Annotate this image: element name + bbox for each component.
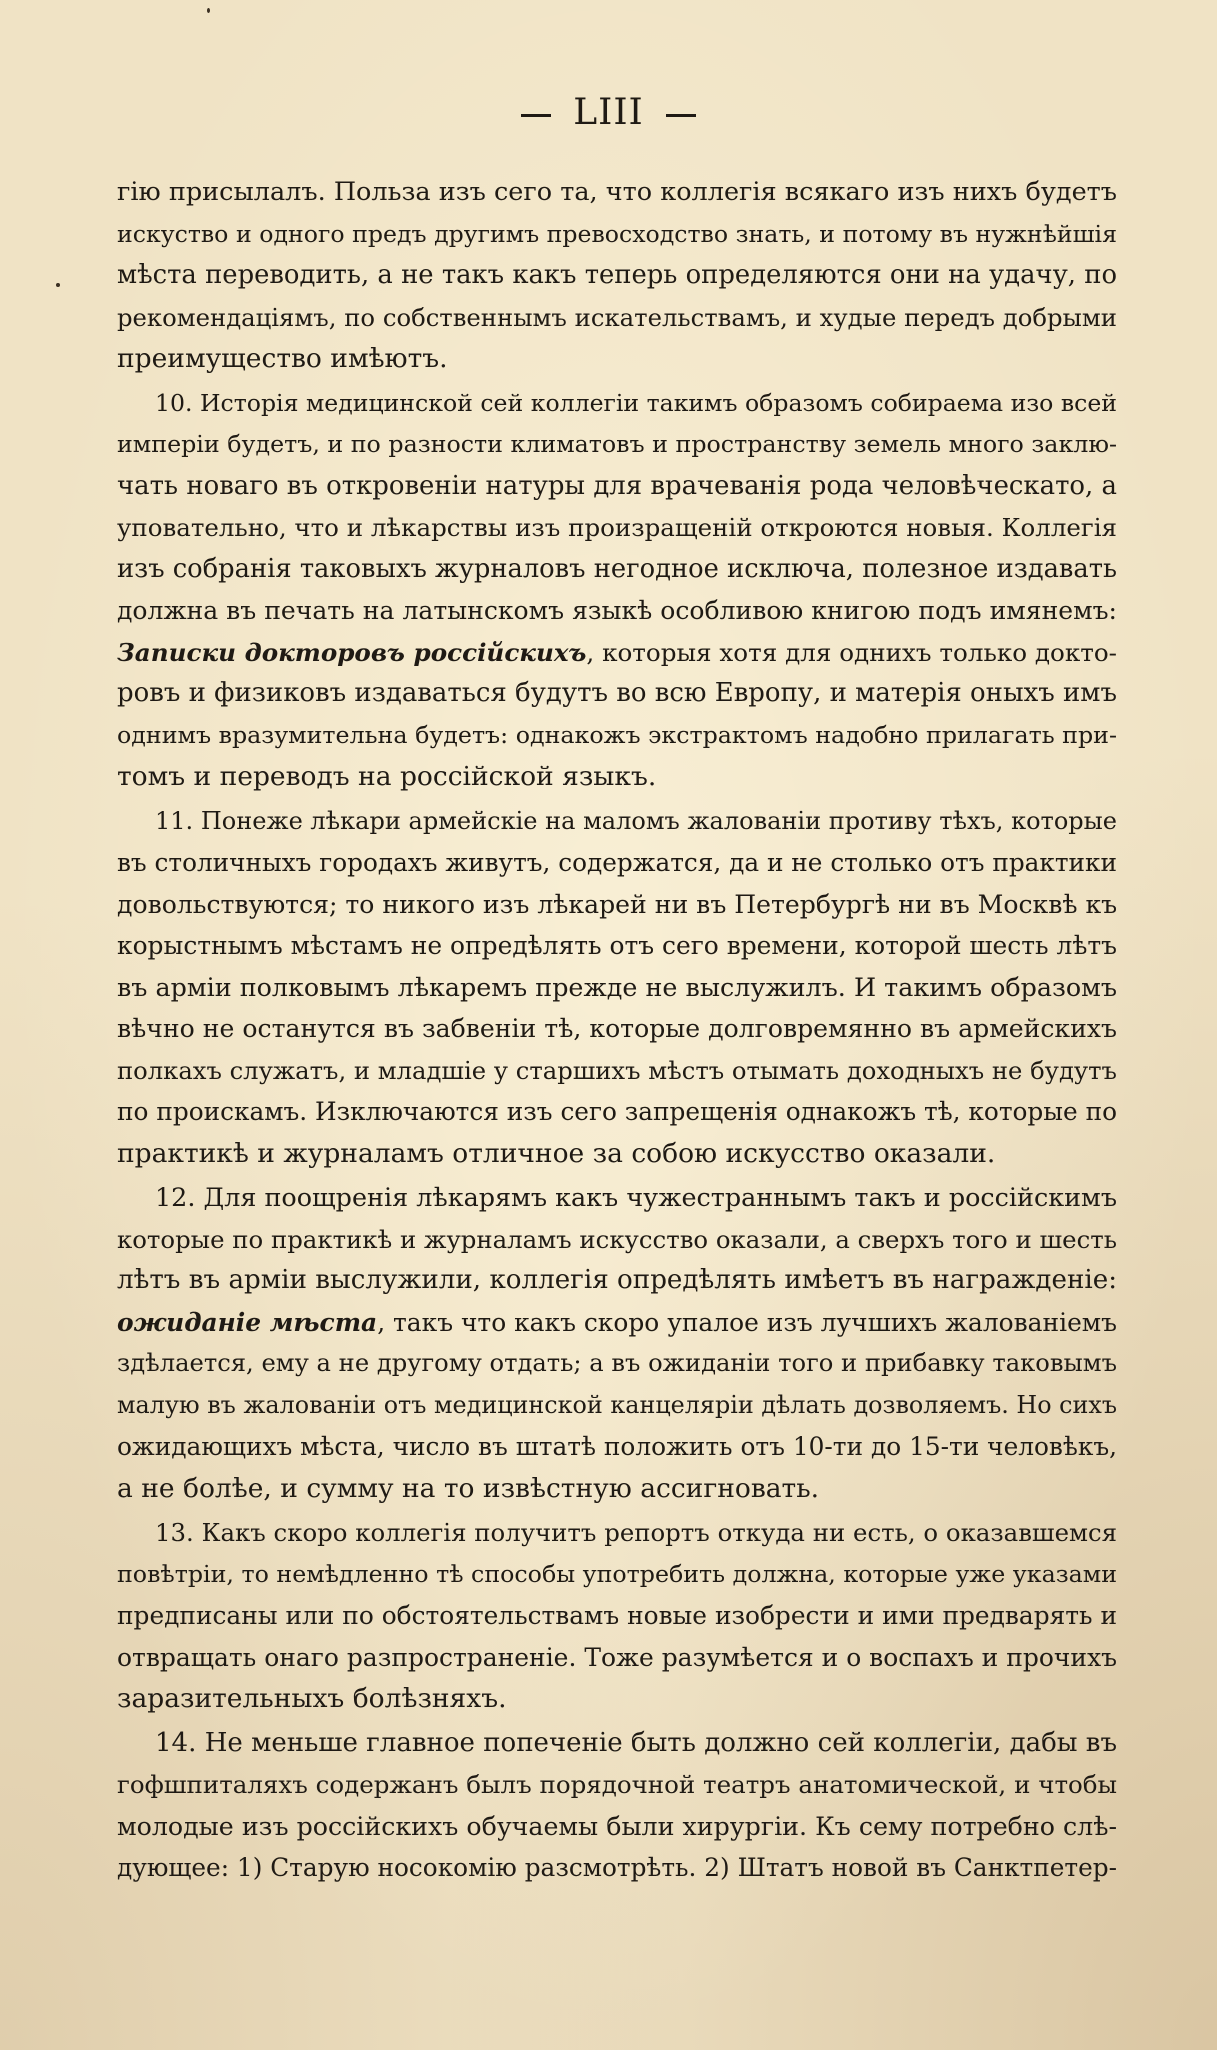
text-line [117,801,1117,843]
text-line [117,1554,1117,1596]
text-line [117,255,1117,297]
line-text: малую въ жалованіи отъ медицинской канцеляріи дѣлать дозволяемъ. Но сихъ [117,1390,1117,1419]
header-dash-right [666,114,696,117]
text-line [117,338,1117,380]
text-line [117,1637,1117,1679]
text-line [117,632,1117,674]
line-text: въ арміи полковымъ лѣкаремъ прежде не выслужилъ. И такимъ образомъ [117,971,1117,1002]
line-text: 11. Понеже лѣкари армейскіе на маломъ жалованіи противу тѣхъ, которые [155,806,1117,835]
line-text: въ столичныхъ городахъ живутъ, содержатся, да и не столько отъ практики [117,848,1117,877]
text-line [117,507,1117,549]
line-text: повѣтріи, то немѣдленно тѣ способы употребить должна, которые уже указами [117,1559,1117,1588]
line-text: отвращать онаго разпространеніе. Тоже разумѣется и о воспахъ и прочихъ [117,1642,1118,1672]
text-line [117,1678,1117,1720]
text-line [117,1847,1117,1889]
line-text: 10. Исторія медицинской сей коллегіи такимъ образомъ собираема изо всей [155,388,1117,417]
text-line [117,1302,1117,1344]
text-line [117,1468,1117,1510]
text-line [117,1343,1117,1385]
line-text: , которыя хотя для однихъ только докто- [586,637,1117,667]
text-line [117,466,1117,508]
text-line [117,1008,1117,1050]
page-header [0,92,1217,133]
emphasized-title: ожиданіе мѣста [117,1307,378,1337]
line-text: вѣчно не останутся въ забвеніи тѣ, которые долговремянно въ армейскихъ [117,1014,1117,1043]
line-text: гофшпиталяхъ содержанъ былъ порядочной театръ анатомической, и чтобы [117,1770,1117,1799]
line-text: , такъ что какъ скоро упалое изъ лучшихъ жалованіемъ [377,1307,1117,1337]
page-number: LIII [573,92,644,133]
text-line [117,1512,1117,1554]
line-text: корыстнымъ мѣстамъ не опредѣлять отъ сего времени, которой шесть лѣтъ [117,931,1117,960]
margin-speck [56,283,60,287]
line-text: должна въ печать на латынскомъ языкѣ особливою книгою подъ имянемъ: [117,596,1117,625]
line-text: лѣтъ въ арміи выслужили, коллегія опредѣлять имѣетъ въ награжденіе: [117,1265,1117,1295]
text-line [117,1723,1117,1765]
text-line [117,383,1117,425]
top-speck [207,8,210,13]
line-text: чать новаго въ откровеніи натуры для врачеванія рода человѣческато, а [117,470,1117,501]
line-text: по проискамъ. Изключаются изъ сего запрещенія однакожъ тѣ, которые по [117,1097,1117,1126]
text-line [117,297,1117,339]
text-line [117,172,1117,214]
line-text: дующее: 1) Старую носокомію разсмотрѣть. 2) Штатъ новой въ Санктпетер- [117,1853,1117,1882]
text-line [117,549,1117,591]
text-line [117,925,1117,967]
line-text: гію присылалъ. Польза изъ сего та, что коллегія всякаго изъ нихъ будетъ [117,177,1117,207]
line-text: уповательно, что и лѣкарствы изъ произращеній откроются новыя. Коллегія [117,513,1117,542]
text-line [117,1091,1117,1133]
line-text: 13. Какъ скоро коллегія получитъ репортъ откуда ни есть, о оказавшемся [155,1518,1117,1547]
line-text: ровъ и физиковъ издаваться будутъ во всю Европу, и матерія оныхъ имъ [117,678,1117,708]
line-text: довольствуются; то никого изъ лѣкарей ни въ Петербургѣ ни въ Москвѣ къ [117,889,1118,919]
text-line [117,1133,1117,1175]
line-text: томъ и переводъ на россійской языкъ. [117,761,657,792]
text-line [117,590,1117,632]
text-line [117,1177,1117,1219]
text-line [117,1806,1117,1848]
text-line [117,715,1117,757]
text-line [117,673,1117,715]
text-line [117,1426,1117,1468]
line-text: преимущество имѣютъ. [117,343,448,374]
line-text: ожидающихъ мѣста, число въ штатѣ положить отъ 10-ти до 15-ти человѣкъ, [117,1432,1117,1461]
line-text: имперіи будетъ, и по разности климатовъ и пространству земель много заклю- [117,430,1117,458]
line-text: искуство и одного предъ другимъ превосходство знать, и потому въ нужнѣйшія [117,219,1117,248]
line-text: предписаны или по обстоятельствамъ новые изобрести и ими предварять и [117,1601,1117,1630]
text-line [117,424,1117,466]
line-text: 14. Не меньше главное попеченіе быть должно сей коллегіи, дабы въ [155,1727,1117,1758]
text-line [117,1385,1117,1427]
text-line [117,1595,1117,1637]
line-text: которые по практикѣ и журналамъ искусство оказали, а сверхъ того и шесть [117,1224,1117,1254]
line-text: рекомендаціямъ, по собственнымъ искательствамъ, и худые передъ добрыми [117,302,1117,332]
document-body [117,172,1117,1889]
text-line [117,884,1117,926]
text-line [117,1219,1117,1261]
line-text: изъ собранія таковыхъ журналовъ негодное исключа, полезное издавать [117,553,1117,584]
line-text: молодые изъ россійскихъ обучаемы были хирургіи. Къ сему потребно слѣ- [117,1811,1117,1841]
line-text: здѣлается, ему а не другому отдать; а въ ожиданіи того и прибавку таковымъ [117,1349,1117,1377]
text-line [117,214,1117,256]
line-text: 12. Для поощренія лѣкарямъ какъ чужестраннымъ такъ и россійскимъ [155,1182,1117,1212]
line-text: практикѣ и журналамъ отличное за собою искусство оказали. [117,1137,996,1169]
text-line [117,1050,1117,1092]
text-line [117,1260,1117,1302]
text-line [117,842,1117,884]
text-line [117,1764,1117,1806]
text-line [117,967,1117,1009]
line-text: заразительныхъ болѣзняхъ. [117,1683,507,1714]
emphasized-title: Записки докторовъ россійскихъ [117,637,587,667]
line-text: мѣста переводить, а не такъ какъ теперь определяются они на удачу, по [117,260,1117,290]
header-dash-left [521,114,551,117]
line-text: а не болѣе, и сумму на то извѣстную ассигновать. [117,1472,820,1504]
text-line [117,756,1117,798]
line-text: полкахъ служатъ, и младшіе у старшихъ мѣстъ отымать доходныхъ не будутъ [117,1055,1117,1085]
line-text: однимъ вразумительна будетъ: однакожъ экстрактомъ надобно прилагать при- [117,720,1117,749]
